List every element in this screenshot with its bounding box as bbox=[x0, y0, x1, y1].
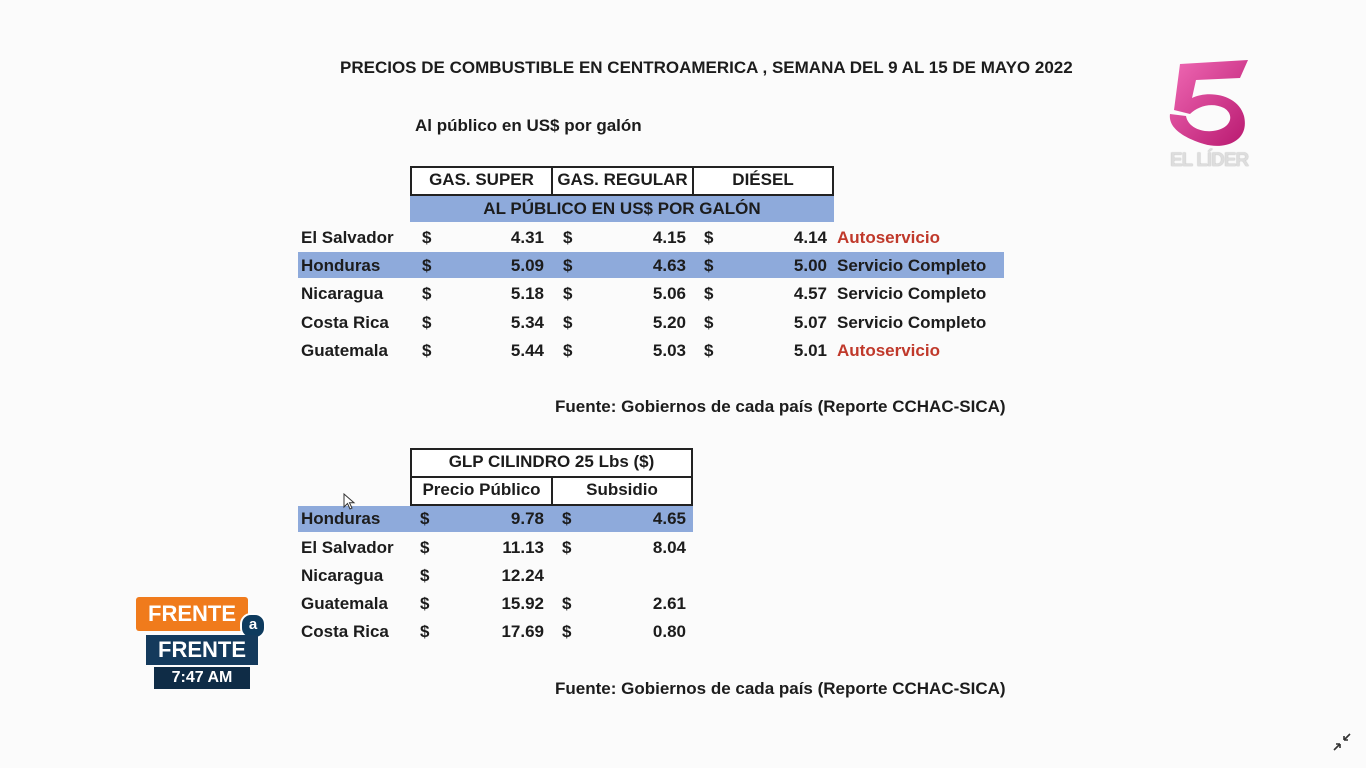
badge-top-label: FRENTE bbox=[136, 597, 248, 631]
regular-price: 4.15 bbox=[652, 228, 686, 247]
currency-symbol: $ bbox=[562, 622, 572, 641]
currency-symbol: $ bbox=[562, 509, 572, 528]
page-title: PRECIOS DE COMBUSTIBLE EN CENTROAMERICA , SEMANA DEL 9 AL 15 DE MAYO 2022 bbox=[340, 58, 1073, 77]
currency-symbol: $ bbox=[420, 622, 430, 641]
badge-bottom-label: FRENTE bbox=[146, 635, 258, 665]
show-badge bbox=[136, 591, 260, 691]
collapse-icon[interactable] bbox=[1330, 730, 1354, 754]
diesel-price: 4.57 bbox=[793, 284, 827, 303]
country-label: El Salvador bbox=[301, 538, 394, 557]
currency-symbol: $ bbox=[562, 594, 572, 613]
currency-symbol: $ bbox=[704, 228, 714, 247]
logo-label: EL LÍDER bbox=[1170, 150, 1249, 171]
glp-price: 11.13 bbox=[502, 538, 544, 557]
currency-symbol: $ bbox=[704, 256, 714, 275]
country-label: El Salvador bbox=[301, 228, 394, 247]
currency-symbol: $ bbox=[704, 341, 714, 360]
currency-symbol: $ bbox=[420, 509, 430, 528]
service-type: Servicio Completo bbox=[837, 256, 987, 275]
diesel-price: 4.14 bbox=[793, 228, 827, 247]
diesel-price: 5.07 bbox=[793, 313, 827, 332]
header-public-price: Precio Público bbox=[410, 476, 553, 506]
currency-symbol: $ bbox=[422, 228, 432, 247]
service-type: Servicio Completo bbox=[837, 313, 987, 332]
currency-symbol: $ bbox=[422, 313, 432, 332]
header-subsidy: Subsidio bbox=[551, 476, 693, 506]
currency-symbol: $ bbox=[563, 228, 573, 247]
currency-symbol: $ bbox=[704, 284, 714, 303]
country-label: Honduras bbox=[301, 256, 381, 275]
country-label: Honduras bbox=[301, 509, 381, 528]
country-label: Costa Rica bbox=[301, 622, 389, 641]
super-price: 4.31 bbox=[510, 228, 544, 247]
header-diesel: DIÉSEL bbox=[692, 166, 834, 196]
currency-symbol: $ bbox=[422, 341, 432, 360]
header-band-label: AL PÚBLICO EN US$ POR GALÓN bbox=[483, 199, 761, 218]
regular-price: 4.63 bbox=[652, 256, 686, 275]
currency-symbol: $ bbox=[420, 538, 430, 557]
page-subtitle: Al público en US$ por galón bbox=[415, 116, 642, 135]
glp-subsidy: 4.65 bbox=[652, 509, 686, 528]
glp-price: 15.92 bbox=[501, 594, 544, 613]
service-type: Autoservicio bbox=[837, 228, 940, 247]
diesel-price: 5.01 bbox=[793, 341, 827, 360]
header-gas-super: GAS. SUPER bbox=[410, 166, 553, 196]
glp-subsidy: 2.61 bbox=[652, 594, 686, 613]
currency-symbol: $ bbox=[704, 313, 714, 332]
glp-price: 17.69 bbox=[501, 622, 544, 641]
currency-symbol: $ bbox=[563, 313, 573, 332]
super-price: 5.44 bbox=[510, 341, 544, 360]
country-label: Nicaragua bbox=[301, 566, 384, 585]
diesel-price: 5.00 bbox=[793, 256, 827, 275]
country-label: Guatemala bbox=[301, 341, 388, 360]
currency-symbol: $ bbox=[563, 341, 573, 360]
glp-price: 12.24 bbox=[501, 566, 544, 585]
currency-symbol: $ bbox=[420, 566, 430, 585]
service-type: Autoservicio bbox=[837, 341, 940, 360]
super-price: 5.18 bbox=[510, 284, 544, 303]
service-type: Servicio Completo bbox=[837, 284, 987, 303]
header-gas-regular: GAS. REGULAR bbox=[551, 166, 694, 196]
currency-symbol: $ bbox=[562, 538, 572, 557]
country-label: Nicaragua bbox=[301, 284, 384, 303]
regular-price: 5.20 bbox=[652, 313, 686, 332]
currency-symbol: $ bbox=[422, 256, 432, 275]
currency-symbol: $ bbox=[563, 284, 573, 303]
glp-price: 9.78 bbox=[510, 509, 544, 528]
badge-connector: a bbox=[240, 613, 266, 639]
badge-time: 7:47 AM bbox=[154, 667, 250, 689]
header-glp: GLP CILINDRO 25 Lbs ($) bbox=[410, 448, 693, 478]
currency-symbol: $ bbox=[422, 284, 432, 303]
currency-symbol: $ bbox=[563, 256, 573, 275]
regular-price: 5.06 bbox=[652, 284, 686, 303]
regular-price: 5.03 bbox=[652, 341, 686, 360]
fuel-source-note: Fuente: Gobiernos de cada país (Reporte CCHAC-SICA) bbox=[555, 397, 1006, 416]
glp-subsidy: 0.80 bbox=[652, 622, 686, 641]
country-label: Guatemala bbox=[301, 594, 388, 613]
country-label: Costa Rica bbox=[301, 313, 389, 332]
mouse-cursor-icon bbox=[343, 493, 357, 511]
glp-subsidy: 8.04 bbox=[652, 538, 686, 557]
super-price: 5.34 bbox=[510, 313, 544, 332]
super-price: 5.09 bbox=[510, 256, 544, 275]
currency-symbol: $ bbox=[420, 594, 430, 613]
glp-source-note: Fuente: Gobiernos de cada país (Reporte CCHAC-SICA) bbox=[555, 679, 1006, 698]
